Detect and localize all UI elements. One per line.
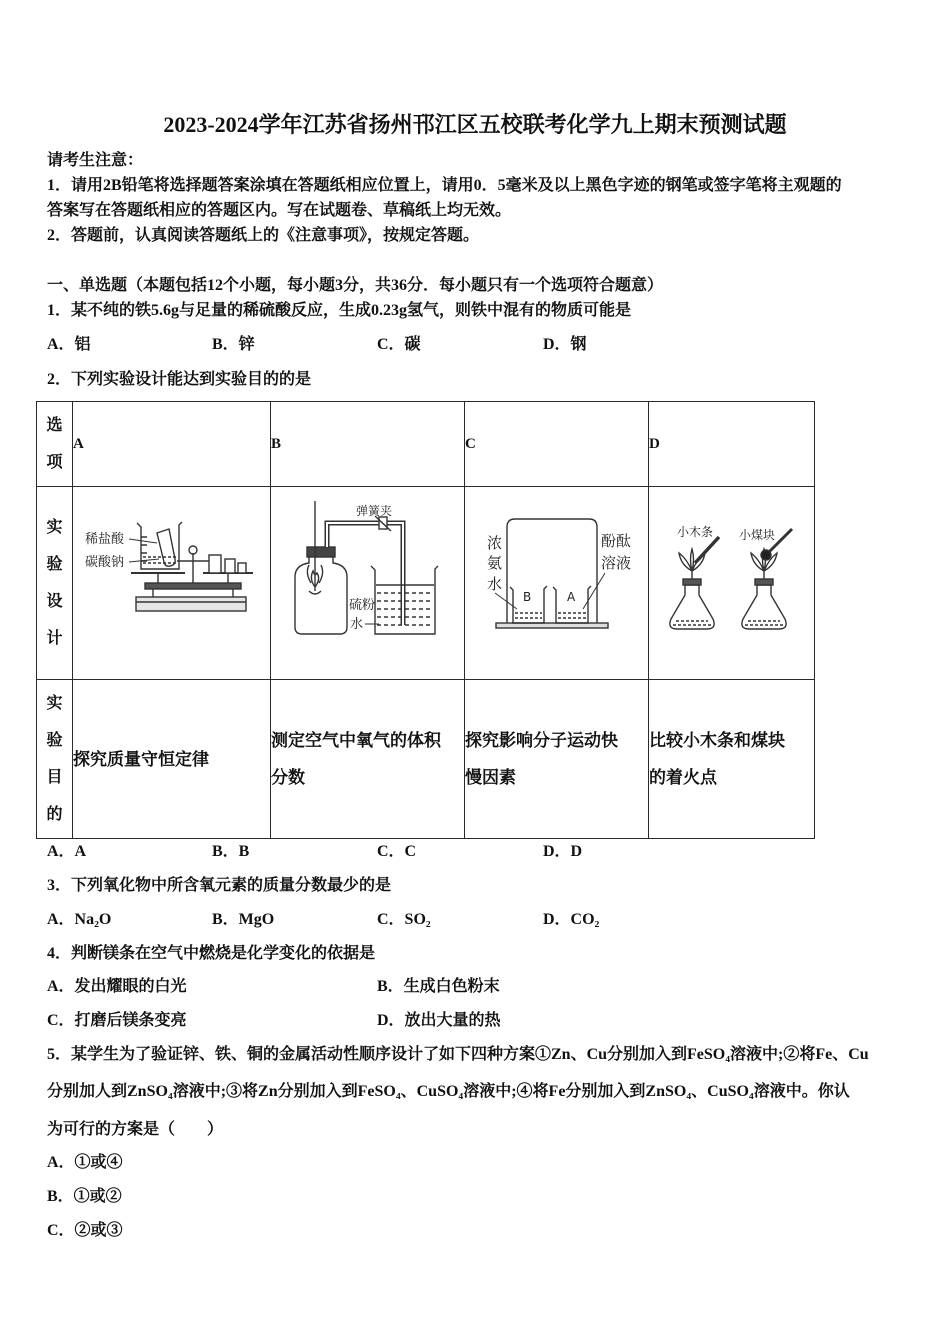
document-title: 2023-2024学年江苏省扬州邗江区五校联考化学九上期末预测试题 xyxy=(163,112,787,137)
label-ammonia-2: 氨 xyxy=(487,554,503,572)
row-header-design: 实验设计 xyxy=(46,519,63,647)
purpose-cell-a xyxy=(73,680,271,839)
q4-option-b: B．生成白色粉末 xyxy=(377,978,500,995)
design-cell-b xyxy=(271,487,465,680)
q3-options xyxy=(0,908,950,932)
q2-option-c: C．C xyxy=(377,843,417,860)
q2-options xyxy=(0,840,950,864)
row-header-cell xyxy=(37,402,73,487)
label-ammonia-1: 浓 xyxy=(487,534,503,552)
label-spring-clamp: 弹簧夹 xyxy=(356,504,393,518)
row-header-options: 选项 xyxy=(46,417,63,471)
q3-option-d: D．CO₂ xyxy=(543,911,600,928)
oxygen-volume-diagram xyxy=(271,487,464,679)
design-cell-d xyxy=(649,487,815,680)
q3-option-b: B．MgO xyxy=(212,911,275,928)
q3-stem: 3．下列氧化物中所含氧元素的质量分数最少的是 xyxy=(47,877,392,894)
table-row-purpose xyxy=(37,680,815,839)
label-dilute-hydrochloric-acid: 稀盐酸 xyxy=(85,532,125,547)
q5-stem-line-3: 为可行的方案是（ ） xyxy=(47,1121,224,1138)
label-phenolphthalein-1: 酚酞 xyxy=(601,532,632,550)
label-phenolphthalein-2: 溶液 xyxy=(601,554,632,572)
q1-option-c: C．碳 xyxy=(377,336,421,353)
molecule-motion-diagram xyxy=(465,487,648,679)
label-small-wood-stick: 小木条 xyxy=(677,525,714,539)
q1-options xyxy=(0,333,950,357)
column-label-c: C xyxy=(465,402,649,487)
design-cell-c xyxy=(465,487,649,680)
notice-item-2: 2．答题前，认真阅读答题纸上的《注意事项》，按规定答题。 xyxy=(47,227,480,244)
q4-options-row-2 xyxy=(0,1009,950,1033)
column-label-b: B xyxy=(271,402,465,487)
q3-option-c: C．SO₂ xyxy=(377,911,431,928)
notice-item-1-line-2: 答案写在答题纸相应的答题区内。写在试题卷、草稿纸上均无效。 xyxy=(47,202,512,219)
alcohol-lamp-right xyxy=(742,529,792,629)
purpose-b: 测定空气中氧气的体积分数 xyxy=(271,731,441,787)
notice-item-1-line-1: 1．请用2B铅笔将选择题答案涂填在答题纸相应位置上，请用0．5毫米及以上黑色字迹的钢笔或签字笔将主观题的 xyxy=(47,177,842,194)
table-row-options xyxy=(37,402,815,487)
label-water: 水 xyxy=(350,617,364,632)
row-header-purpose: 实验目的 xyxy=(46,695,63,823)
q1-stem: 1．某不纯的铁5.6g与足量的稀硫酸反应，生成0.23g氢气，则铁中混有的物质可能是 xyxy=(47,302,632,319)
label-beaker-a: A xyxy=(567,590,576,604)
q2-option-a: A．A xyxy=(47,843,87,860)
purpose-a: 探究质量守恒定律 xyxy=(73,749,209,769)
purpose-cell-c xyxy=(465,680,649,839)
q2-stem: 2．下列实验设计能达到实验目的的是 xyxy=(47,371,312,388)
column-label-d: D xyxy=(649,402,815,487)
purpose-cell-b xyxy=(271,680,465,839)
q2-option-b: B．B xyxy=(212,843,250,860)
alcohol-lamp-left xyxy=(670,537,719,629)
experiment-table xyxy=(36,401,815,839)
balance xyxy=(131,546,253,611)
beaker xyxy=(137,522,182,569)
q1-option-b: B．锌 xyxy=(212,336,255,353)
q5-option-b: B．①或② xyxy=(47,1188,122,1205)
purpose-cell-d xyxy=(649,680,815,839)
q5-stem-line-1: 5．某学生为了验证锌、铁、铜的金属活动性顺序设计了如下四种方案①Zn、Cu分别加入到FeSO₄溶液中;②将Fe、Cu xyxy=(47,1046,869,1063)
base-plate xyxy=(496,623,608,628)
notice-heading: 请考生注意： xyxy=(47,152,144,169)
q4-option-d: D．放出大量的热 xyxy=(377,1012,501,1029)
label-sulfur-powder: 硫粉 xyxy=(349,598,376,613)
purpose-d: 比较小木条和煤块的着火点 xyxy=(649,731,785,787)
section-heading: 一、单选题（本题包括12个小题，每小题3分，共36分．每小题只有一个选项符合题意） xyxy=(47,277,664,294)
column-label-a: A xyxy=(73,402,271,487)
q5-option-c: C．②或③ xyxy=(47,1222,123,1239)
row-header-cell xyxy=(37,680,73,839)
label-beaker-b: B xyxy=(523,590,532,604)
q1-option-d: D．钢 xyxy=(543,336,587,353)
design-cell-a xyxy=(73,487,271,680)
q1-option-a: A．铝 xyxy=(47,336,91,353)
q4-option-c: C．打磨后镁条变亮 xyxy=(47,1012,187,1029)
purpose-c: 探究影响分子运动快慢因素 xyxy=(465,731,618,787)
ignition-point-diagram xyxy=(649,487,814,679)
q5-option-a: A．①或④ xyxy=(47,1154,123,1171)
label-ammonia-3: 水 xyxy=(487,575,503,593)
q5-stem-line-2: 分别加人到ZnSO₄溶液中;③将Zn分别加入到FeSO₄、CuSO₄溶液中;④将Fe分别加入到ZnSO₄、CuSO₄溶液中。你认 xyxy=(47,1083,850,1100)
label-sodium-carbonate: 碳酸钠 xyxy=(85,555,125,570)
row-header-cell xyxy=(37,487,73,680)
q4-option-a: A．发出耀眼的白光 xyxy=(47,978,187,995)
q4-stem: 4．判断镁条在空气中燃烧是化学变化的依据是 xyxy=(47,945,376,962)
table-row-design xyxy=(37,487,815,680)
label-small-coal-block: 小煤块 xyxy=(739,528,776,542)
q2-option-d: D．D xyxy=(543,843,583,860)
q3-option-a: A．Na₂O xyxy=(47,911,112,928)
balance-diagram xyxy=(73,487,270,679)
q4-options-row-1 xyxy=(0,975,950,999)
